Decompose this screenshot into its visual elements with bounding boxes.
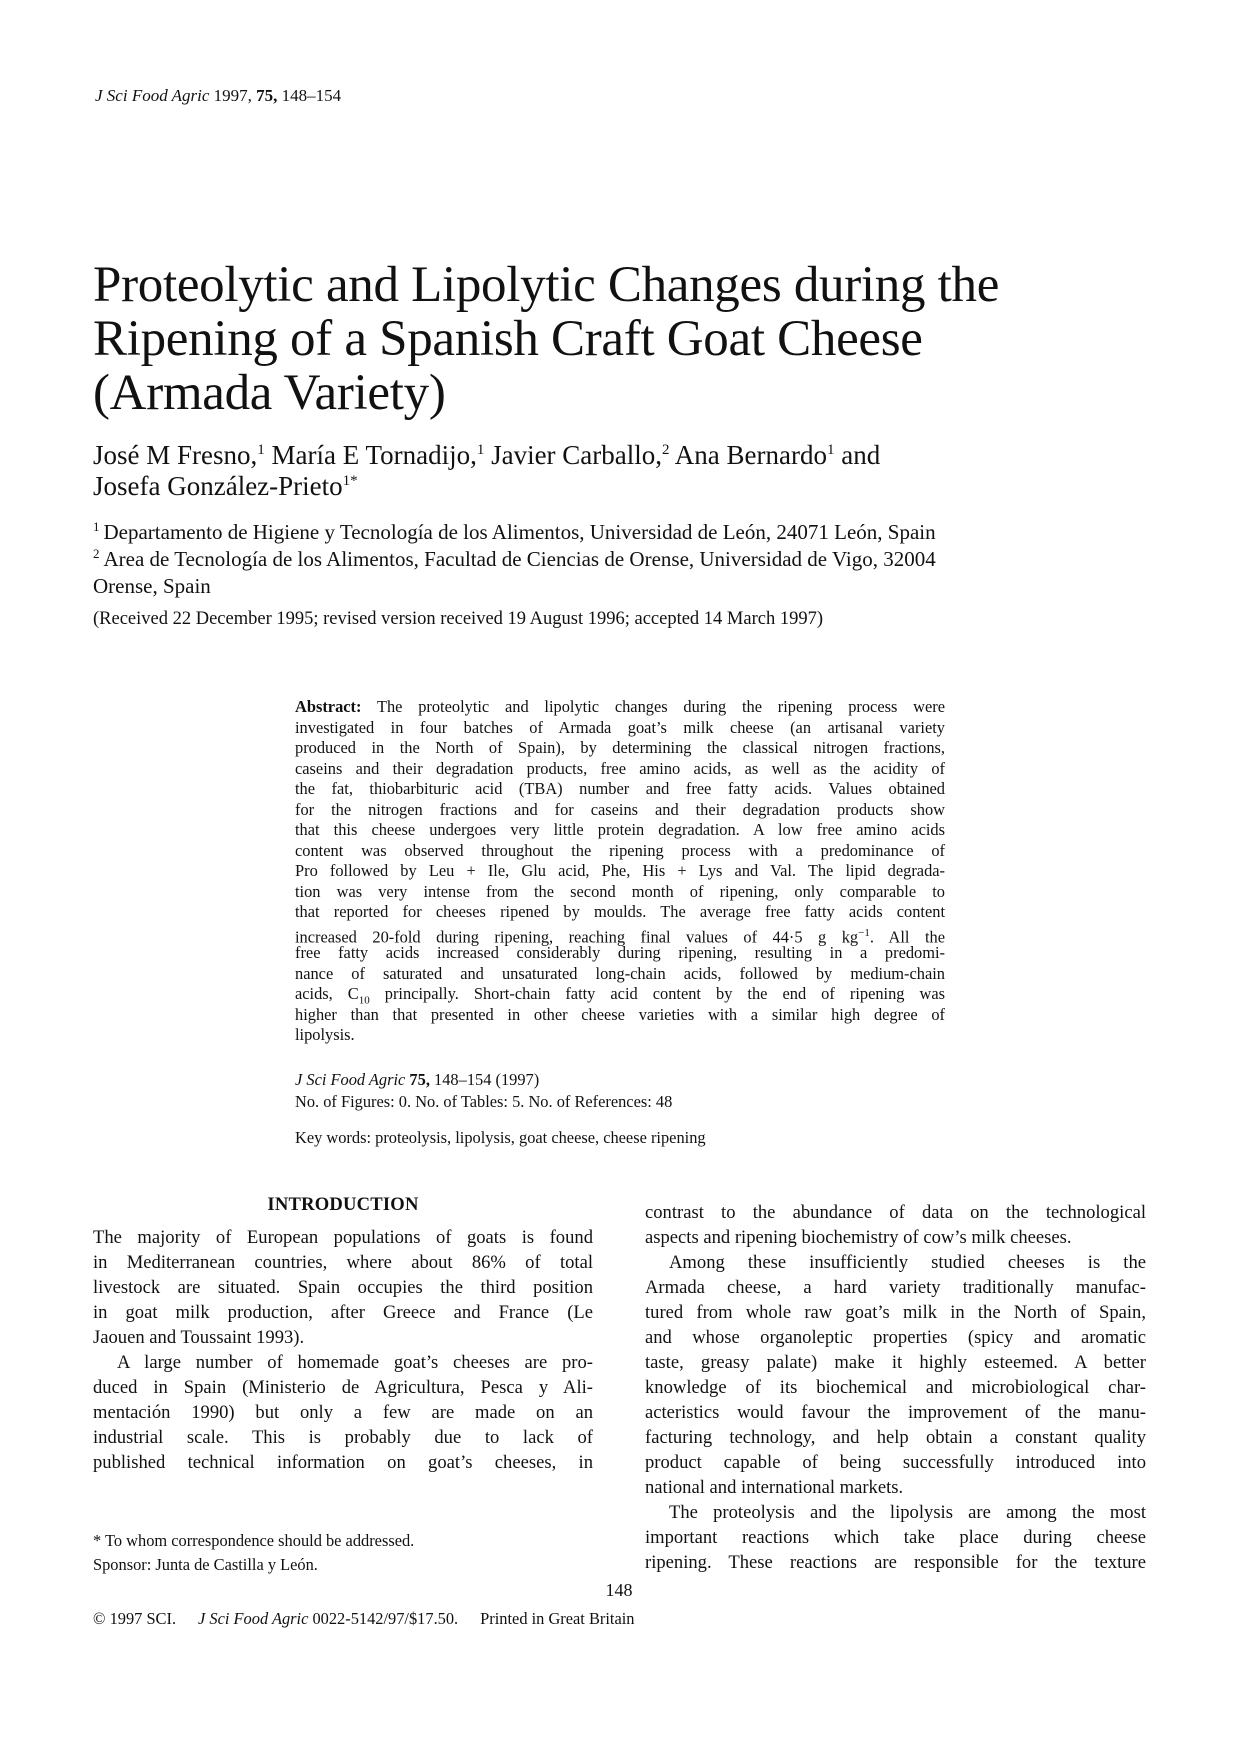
copyright-printed: Printed in Great Britain [480, 1609, 635, 1628]
affiliation-marker: 1 [827, 442, 835, 458]
body-line: A large number of homemade goat’s cheeses are pro- [117, 1352, 593, 1373]
affiliation-marker: 1 [257, 442, 265, 458]
body-line: Among these insufficiently studied cheeses is the [669, 1252, 1146, 1273]
body-column-right [645, 1200, 1146, 1575]
header-pages: 148–154 [281, 86, 342, 105]
affiliation-marker: 1* [342, 473, 358, 489]
abstract-text: increased 20-fold during ripening, reaching final values of 44·5 g kg [295, 926, 859, 946]
citation-block [295, 1069, 945, 1113]
affiliation-marker: 1 [476, 442, 485, 458]
abstract-line: produced in the North of Spain), by determining the classical nitrogen fractions, [295, 738, 945, 757]
section-heading: INTRODUCTION [267, 1194, 419, 1215]
keywords: Key words: proteolysis, lipolysis, goat cheese, cheese ripening [295, 1128, 706, 1147]
title-line: (Armada Variety) [93, 365, 446, 421]
author-conjunction: and [841, 440, 881, 470]
abstract-line: tion was very intense from the second month of ripening, only comparable to [295, 881, 945, 901]
title-line: Ripening of a Spanish Craft Goat Cheese [93, 311, 923, 367]
author-name: Javier Carballo, [491, 440, 663, 470]
affiliation-text: Orense, Spain [93, 574, 211, 598]
abstract-line: The proteolytic and lipolytic changes during the ripening process were [376, 697, 945, 716]
body-line: in Mediterranean countries, where about 86% of total [93, 1252, 593, 1273]
affiliation-text: Area de Tecnología de los Alimentos, Facultad de Ciencias de Orense, Universidad de Vigo, 32004 [103, 547, 936, 571]
body-line: and whose organoleptic properties (spicy and aromatic [645, 1327, 1146, 1348]
body-line: duced in Spain (Ministerio de Agricultura, Pesca y Ali- [93, 1377, 593, 1398]
affiliation-number: 2 [93, 546, 100, 561]
author-name: José M Fresno, [93, 440, 258, 470]
footnotes [93, 1529, 414, 1577]
abstract-text: . All the [869, 926, 945, 946]
author-name: Ana Bernardo [674, 440, 827, 470]
abstract-line: higher than that presented in other cheese varieties with a similar high degree of [295, 1004, 945, 1024]
abstract-line: that reported for cheeses ripened by moulds. The average free fatty acids content [295, 902, 945, 921]
abstract-line: caseins and their degradation products, free amino acids, as well as the acidity of [295, 758, 945, 778]
author-name: Josefa González-Prieto [93, 471, 343, 501]
received-dates: (Received 22 December 1995; revised version received 19 August 1996; accepted 14 March 1997) [93, 609, 823, 629]
body-line: knowledge of its biochemical and microbiological char- [645, 1377, 1146, 1398]
abstract-line: Pro followed by Leu + Ile, Glu acid, Phe, His + Lys and Val. The lipid degrada- [295, 861, 945, 880]
footnote-sponsor: Sponsor: Junta de Castilla y León. [93, 1555, 318, 1574]
body-line: published technical information on goat’s cheeses, in [93, 1452, 593, 1473]
exponent: −1 [858, 926, 870, 939]
body-line: important reactions which take place during cheese [645, 1527, 1146, 1548]
abstract-line [295, 984, 945, 1005]
copyright-icon: © [93, 1609, 106, 1628]
header-volume: 75, [256, 86, 278, 105]
copyright-journal: J Sci Food Agric [198, 1609, 309, 1628]
affiliations [93, 519, 1093, 600]
citation-volume: 75, [409, 1070, 430, 1089]
abstract [295, 697, 945, 1046]
affiliation-marker: 2 [662, 442, 670, 458]
copyright-org: 1997 SCI. [109, 1609, 177, 1628]
body-column-left [93, 1225, 593, 1475]
body-line: The majority of European populations of goats is found [93, 1227, 593, 1248]
abstract-line: investigated in four batches of Armada goat’s milk cheese (an artisanal variety [295, 717, 945, 737]
running-header [95, 86, 341, 106]
author-name: María E Tornadijo, [271, 440, 477, 470]
title-line: Proteolytic and Lipolytic Changes during the [93, 257, 1000, 313]
abstract-text: acids, C [295, 984, 359, 1003]
copyright-line [93, 1609, 634, 1629]
abstract-line: the fat, thiobarbituric acid (TBA) number and free fatty acids. Values obtained [295, 779, 945, 798]
body-line: product capable of being successfully introduced into [645, 1452, 1146, 1473]
abstract-line: for the nitrogen fractions and for caseins and their degradation products show [295, 799, 945, 819]
body-line: facturing technology, and help obtain a constant quality [645, 1427, 1146, 1448]
body-line: Jaouen and Toussaint 1993). [93, 1327, 305, 1348]
header-year: 1997, [213, 86, 252, 105]
abstract-text: principally. Short-chain fatty acid content by the end of ripening was [369, 984, 945, 1003]
authors [93, 440, 1153, 502]
body-line: Armada cheese, a hard variety traditionally manufac- [645, 1277, 1146, 1298]
citation-counts: No. of Figures: 0. No. of Tables: 5. No. of References: 48 [295, 1092, 673, 1111]
citation-journal: J Sci Food Agric [295, 1070, 406, 1089]
subscript: 10 [358, 994, 370, 1007]
body-line: mentación 1990) but only a few are made on an [93, 1402, 593, 1423]
body-line: in goat milk production, after Greece and France (Le [93, 1302, 593, 1323]
body-line: aspects and ripening biochemistry of cow’s milk cheeses. [645, 1227, 1072, 1248]
abstract-line: nance of saturated and unsaturated long-chain acids, followed by medium-chain [295, 963, 945, 983]
abstract-line: content was observed throughout the ripening process with a predominance of [295, 840, 945, 860]
affiliation-text: Departamento de Higiene y Tecnología de los Alimentos, Universidad de León, 24071 León, Spain [103, 520, 936, 544]
affiliation-number: 1 [93, 519, 100, 534]
copyright-code: 0022-5142/97/$17.50. [312, 1609, 459, 1628]
abstract-line [295, 923, 945, 944]
abstract-line: lipolysis. [295, 1025, 355, 1044]
body-line: taste, greasy palate) make it highly esteemed. A better [645, 1352, 1146, 1373]
body-line: national and international markets. [645, 1477, 904, 1498]
body-line: The proteolysis and the lipolysis are among the most [669, 1502, 1146, 1523]
abstract-label: Abstract: [295, 697, 362, 716]
body-line: livestock are situated. Spain occupies the third position [93, 1277, 593, 1298]
body-line: acteristics would favour the improvement of the manu- [645, 1402, 1146, 1423]
abstract-line: free fatty acids increased considerably during ripening, resulting in a predomi- [295, 943, 945, 962]
header-journal: J Sci Food Agric [95, 86, 210, 105]
abstract-line: that this cheese undergoes very little protein degradation. A low free amino acids [295, 820, 945, 839]
page-number: 148 [605, 1580, 633, 1600]
body-line: tured from whole raw goat’s milk in the North of Spain, [645, 1302, 1146, 1323]
citation-pages: 148–154 (1997) [434, 1070, 540, 1089]
body-line: contrast to the abundance of data on the technological [645, 1202, 1146, 1223]
article-title [93, 258, 1153, 420]
body-line: ripening. These reactions are responsible for the texture [645, 1552, 1146, 1573]
body-line: industrial scale. This is probably due to lack of [93, 1427, 593, 1448]
footnote-correspondence: * To whom correspondence should be addressed. [93, 1531, 415, 1550]
